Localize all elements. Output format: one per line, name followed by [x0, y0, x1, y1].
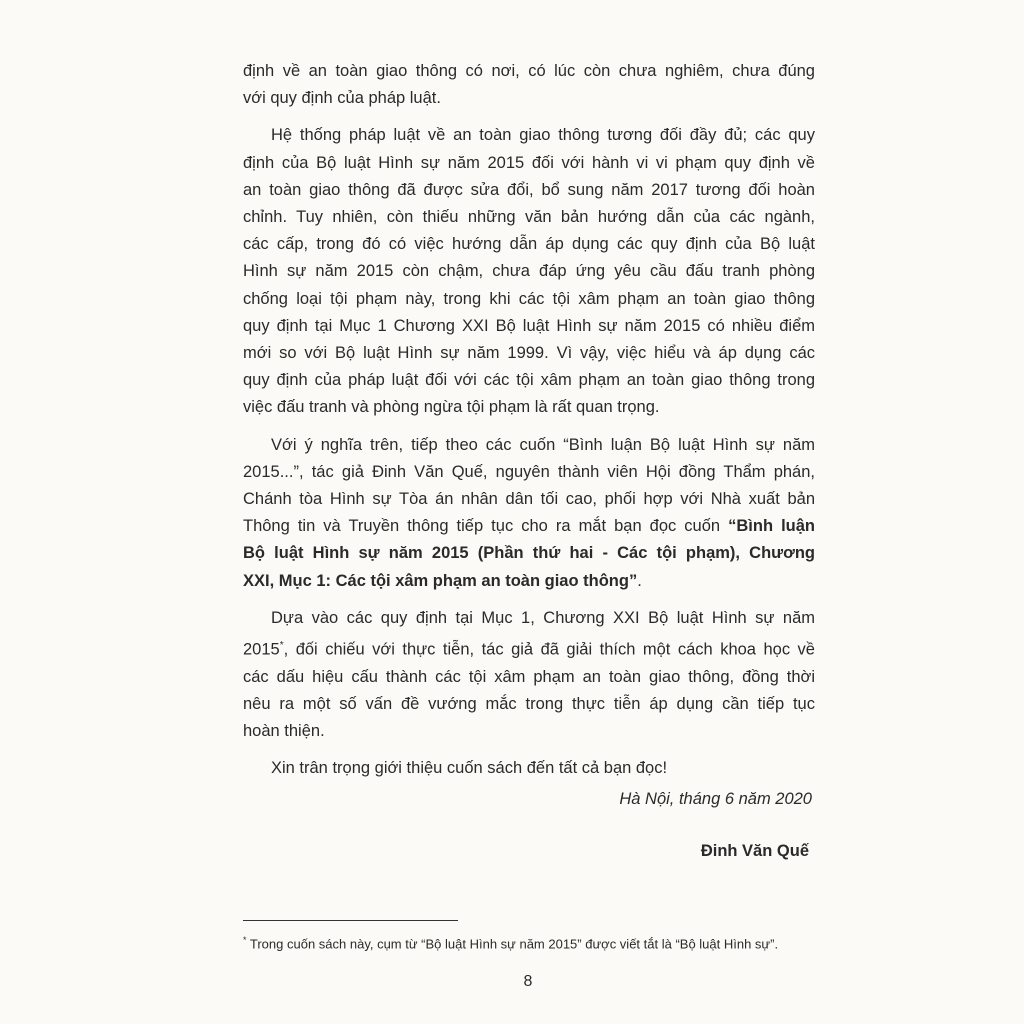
paragraph-3 [243, 432, 815, 595]
text-line: hoàn thiện. [243, 722, 325, 741]
text-line: Chánh tòa Hình sự Tòa án nhân dân tối cao, phối hợp với Nhà xuất bản [243, 490, 815, 509]
text-line: định của Bộ luật Hình sự năm 2015 đối với hành vi vi phạm quy định về [243, 153, 815, 172]
paragraph-4 [243, 605, 815, 746]
text-line: chống loại tội phạm này, trong khi các tội xâm phạm an toàn giao thông [243, 289, 815, 308]
text-line: nêu ra một số vấn đề vướng mắc trong thực tiễn áp dụng cần tiếp tục [243, 694, 815, 713]
paragraph-2 [243, 122, 815, 421]
author-signature: Đinh Văn Quế [700, 842, 809, 860]
text-line: chỉnh. Tuy nhiên, còn thiếu những văn bản hướng dẫn của các ngành, [243, 208, 815, 227]
footnote-marker: * [243, 935, 247, 945]
text-line: việc đấu tranh và phòng ngừa tội phạm là rất quan trọng. [243, 398, 660, 417]
page-number: 8 [523, 973, 533, 990]
book-title-start: “Bình luận [728, 517, 815, 536]
book-title-line: Bộ luật Hình sự năm 2015 (Phần thứ hai - Các tội phạm), Chương [243, 544, 815, 563]
body-text [243, 58, 815, 783]
paragraph-1 [243, 58, 815, 112]
text-line: an toàn giao thông đã được sửa đổi, bổ sung năm 2017 tương đối hoàn [243, 180, 815, 199]
footnote-divider [243, 920, 458, 921]
text-segment: Thông tin và Truyền thông tiếp tục cho ra mắt bạn đọc cuốn [243, 517, 729, 536]
text-line: các cấp, trong đó có việc hướng dẫn áp dụng các quy định của Bộ luật [243, 235, 815, 254]
text-line [243, 632, 815, 664]
text-line: quy định tại Mục 1 Chương XXI Bộ luật Hình sự năm 2015 có nhiều điểm [243, 316, 815, 335]
text-line: 2015...”, tác giả Đinh Văn Quế, nguyên thành viên Hội đồng Thẩm phán, [243, 462, 815, 481]
text-line: định về an toàn giao thông có nơi, có lúc còn chưa nghiêm, chưa đúng [243, 62, 815, 80]
footnote-text: Trong cuốn sách này, cụm từ “Bộ luật Hình sự năm 2015” được viết tắt là “Bộ luật Hình sự”. [246, 936, 779, 952]
text-line [243, 513, 815, 540]
book-title-end: XXI, Mục 1: Các tội xâm phạm an toàn giao thông” [243, 571, 638, 590]
footnote [243, 935, 778, 951]
text-line: Với ý nghĩa trên, tiếp theo các cuốn “Bình luận Bộ luật Hình sự năm [271, 435, 815, 454]
text-line: các dấu hiệu cấu thành các tội xâm phạm an toàn giao thông, đồng thời [243, 667, 815, 686]
text-line: mới so với Bộ luật Hình sự năm 1999. Vì vậy, việc hiểu và áp dụng các [243, 344, 815, 363]
text-line: Xin trân trọng giới thiệu cuốn sách đến tất cả bạn đọc! [271, 759, 668, 778]
text-segment: , đối chiếu với thực tiễn, tác giả đã giải thích một cách khoa học về [283, 640, 815, 659]
place-date: Hà Nội, tháng 6 năm 2020 [619, 790, 812, 808]
text-line: Hình sự năm 2015 còn chậm, chưa đáp ứng yêu cầu đấu tranh phòng [243, 262, 815, 281]
text-line: Hệ thống pháp luật về an toàn giao thông tương đối đầy đủ; các quy [271, 126, 815, 145]
text-line: quy định của pháp luật đối với các tội xâm phạm an toàn giao thông trong [243, 371, 815, 390]
text-segment: 2015 [243, 640, 280, 659]
text-line: với quy định của pháp luật. [243, 89, 441, 108]
text-segment: . [637, 571, 642, 590]
footnote-marker: * [279, 640, 284, 652]
text-line: Dựa vào các quy định tại Mục 1, Chương XXI Bộ luật Hình sự năm [271, 608, 815, 627]
text-line [243, 568, 815, 595]
paragraph-5 [243, 755, 815, 782]
